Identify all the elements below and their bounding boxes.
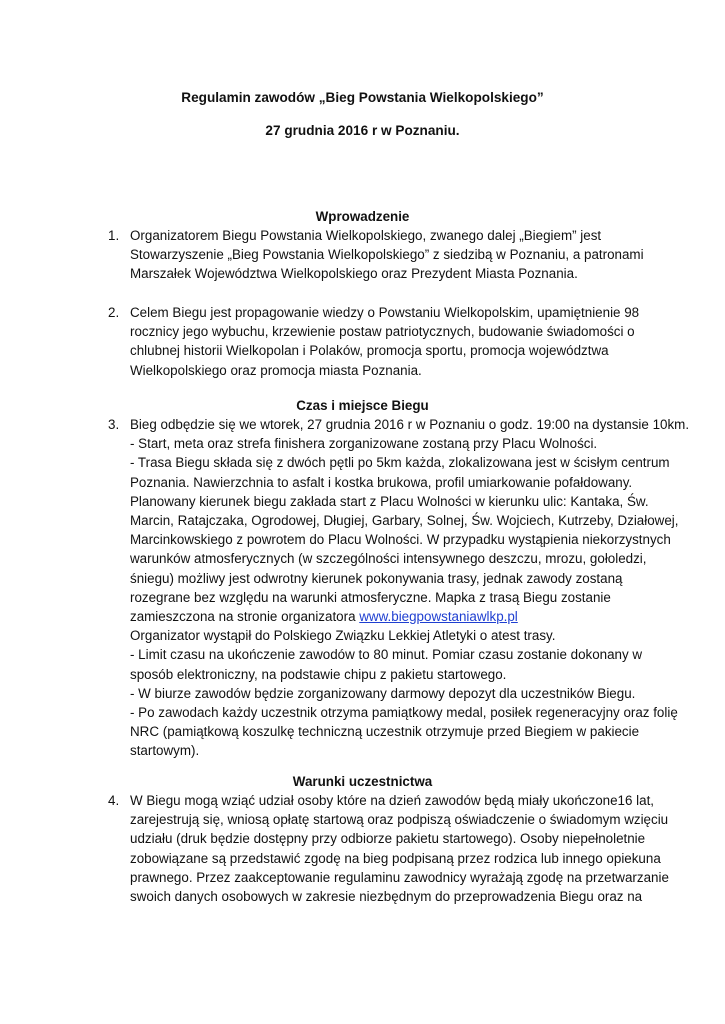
document-subtitle: 27 grudnia 2016 r w Poznaniu.	[265, 123, 460, 138]
item-line: - Trasa Biegu składa się z dwóch pętli po 5km każda, zlokalizowana jest w ścisłym centrum	[130, 455, 670, 471]
item-number: 3.	[108, 417, 120, 432]
item-line: rozegrane bez względu na warunki atmosferyczne. Mapka z trasą Biegu zostanie	[130, 589, 611, 605]
item-line: Organizatorem Biegu Powstania Wielkopolskiego, zwanego dalej „Biegiem” jest	[130, 228, 602, 243]
item-line: Poznania. Nawierzchnia to asfalt i kostka brukowa, profil umiarkowanie pofałdowany.	[130, 474, 633, 490]
item-line: startowym).	[130, 743, 200, 759]
section-heading-place: Czas i miejsce Biegu	[296, 398, 429, 413]
item-line: udziału (druk będzie dostępny przy odbiorze pakietu startowego). Osoby niepełnoletnie	[130, 831, 646, 847]
item-line: sposób elektroniczny, na podstawie chipu z pakietu startowego.	[130, 666, 507, 682]
item-line: zamieszczona na stronie organizatora	[130, 609, 360, 625]
item-line-with-link	[130, 607, 630, 626]
item-line: - Po zawodach każdy uczestnik otrzyma pamiątkowy medal, posiłek regeneracyjny oraz folię	[130, 705, 678, 721]
item-line: zarejestrują się, wniosą opłatę startową oraz podpiszą oświadczenie o świadomym wzięciu	[130, 812, 669, 828]
item-line: śniegu) możliwy jest odwrotny kierunek pokonywania trasy, jednak zawody zostaną	[130, 570, 623, 586]
item-line: NRC (pamiątkową koszulkę techniczną uczestnik otrzymuje przed Biegiem w pakiecie	[130, 724, 640, 740]
item-line: - W biurze zawodów będzie zorganizowany darmowy depozyt dla uczestników Biegu.	[130, 685, 636, 701]
item-line: Marcinkowskiego z powrotem do Placu Wolności. W przypadku wystąpienia niekorzystnych	[130, 532, 671, 548]
section-heading-conditions: Warunki uczestnictwa	[292, 774, 433, 789]
item-text	[130, 415, 690, 761]
item-line: rocznicy jego wybuchu, krzewienie postaw patriotycznych, budowanie świadomości o	[130, 324, 635, 340]
item-line: - Limit czasu na ukończenie zawodów to 80 minut. Pomiar czasu zostanie dokonany w	[130, 647, 643, 663]
item-line: Wielkopolskiego oraz promocja miasta Poznania.	[130, 362, 422, 378]
item-number: 1.	[108, 228, 120, 243]
item-line: Marszałek Województwa Wielkopolskiego oraz Prezydent Miasta Poznania.	[130, 266, 578, 282]
item-number: 4.	[108, 793, 120, 808]
item-line: chlubnej historii Wielkopolan i Polaków, promocja sportu, promocja województwa	[130, 343, 609, 359]
item-text	[130, 226, 644, 284]
item-line: Celem Biegu jest propagowanie wiedzy o Powstaniu Wielkopolskim, upamiętnienie 98	[130, 305, 640, 320]
item-line: warunków atmosferycznych (w szczególności intensywnego deszczu, mrozu, gołoledzi,	[130, 551, 647, 567]
document-title: Regulamin zawodów „Bieg Powstania Wielkopolskiego”	[181, 90, 544, 105]
item-line: W Biegu mogą wziąć udział osoby które na dzień zawodów będą miały ukończone16 lat,	[130, 793, 655, 808]
item-line: swoich danych osobowych w zakresie niezbędnym do przeprowadzenia Biegu oraz na	[130, 889, 643, 905]
item-line: - Start, meta oraz strefa finishera zorganizowane zostaną przy Placu Wolności.	[130, 436, 598, 452]
section-heading-intro: Wprowadzenie	[315, 209, 410, 224]
item-line: Planowany kierunek biegu zakłada start z Placu Wolności w kierunku ulic: Kantaka, Św.	[130, 493, 649, 509]
item-text	[130, 791, 669, 906]
item-number: 2.	[108, 305, 120, 320]
item-line: Marcin, Ratajczaka, Ogrodowej, Długiej, Garbary, Solnej, Św. Wojciech, Kutrzeby, Działowej,	[130, 513, 679, 529]
item-text	[130, 303, 640, 380]
item-line: Organizator wystąpił do Polskiego Związku Lekkiej Atletyki o atest trasy.	[130, 628, 556, 644]
item-line: Bieg odbędzie się we wtorek, 27 grudnia 2016 r w Poznaniu o godz. 19:00 na dystansie 10km.	[130, 417, 690, 432]
item-line: Stowarzyszenie „Bieg Powstania Wielkopolskiego” z siedzibą w Poznaniu, a patronami	[130, 247, 644, 263]
item-line: zobowiązane są przedstawić zgodę na bieg podpisaną przez rodzica lub innego opiekuna	[130, 850, 661, 866]
item-line: prawnego. Przez zaakceptowanie regulaminu zawodnicy wyrażają zgodę na przetwarzanie	[130, 869, 669, 885]
organizer-website-link[interactable]: www.biegpowstaniawlkp.pl	[359, 609, 518, 625]
